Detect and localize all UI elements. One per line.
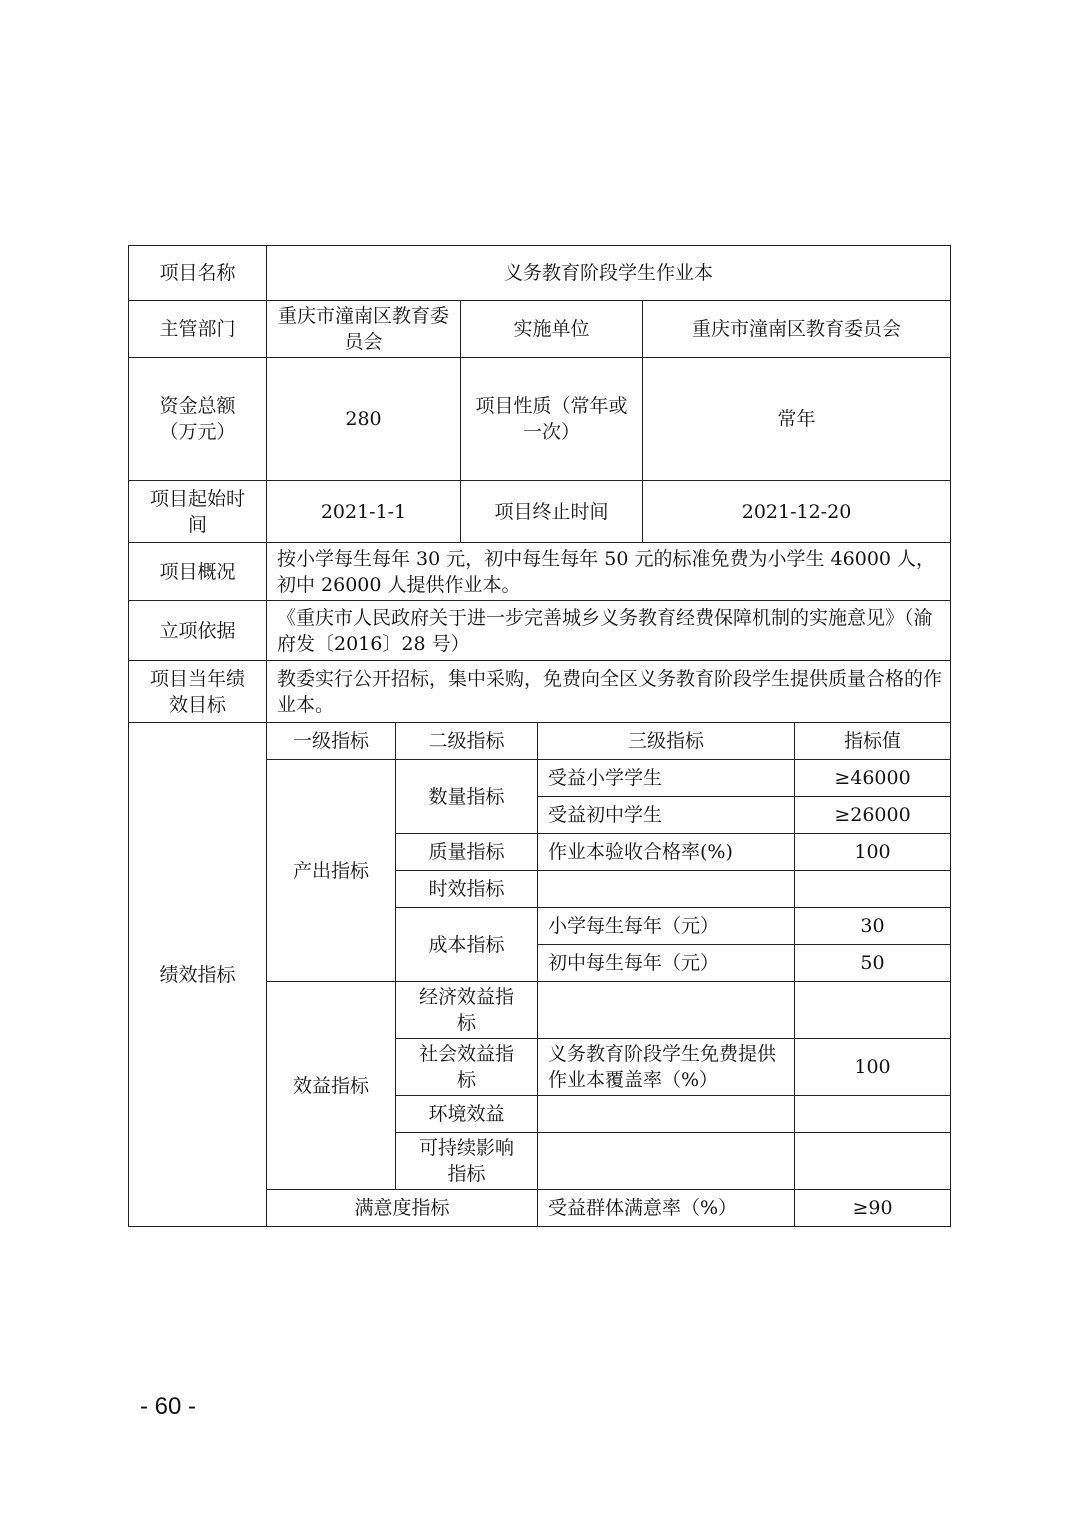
overview-label: 项目概况	[129, 543, 267, 601]
cost-indicator-label: 成本指标	[396, 908, 538, 982]
quantity-indicator-label: 数量指标	[396, 760, 538, 834]
row-overview	[129, 543, 951, 601]
cost-primary-value: 30	[795, 908, 951, 945]
timeliness-value-empty	[795, 871, 951, 908]
performance-target-table	[128, 245, 951, 1227]
row-goal	[129, 661, 951, 723]
sustainability-value-empty	[795, 1133, 951, 1190]
fund-total-label: 资金总额（万元）	[129, 358, 267, 481]
social-value: 100	[795, 1039, 951, 1096]
environment-value-empty	[795, 1096, 951, 1133]
row-project-name	[129, 246, 951, 301]
benefit-indicator-label: 效益指标	[267, 982, 396, 1190]
timeliness-indicator-label: 时效指标	[396, 871, 538, 908]
end-time-label: 项目终止时间	[461, 481, 643, 543]
project-nature-value: 常年	[643, 358, 951, 481]
satisfaction-name: 受益群体满意率（%）	[538, 1190, 795, 1227]
quality-name: 作业本验收合格率(%)	[538, 834, 795, 871]
economic-indicator-label: 经济效益指标	[396, 982, 538, 1039]
project-name-label: 项目名称	[129, 246, 267, 301]
basis-value: 《重庆市人民政府关于进一步完善城乡义务教育经费保障机制的实施意见》（渝府发〔2016〕28 号）	[267, 601, 951, 661]
environment-indicator-label: 环境效益	[396, 1096, 538, 1133]
cost-primary-name: 小学每生每年（元）	[538, 908, 795, 945]
fund-total-value: 280	[267, 358, 461, 481]
quality-indicator-label: 质量指标	[396, 834, 538, 871]
overview-value: 按小学每生每年 30 元，初中每生每年 50 元的标准免费为小学生 46000 人，初中 26000 人提供作业本。	[267, 543, 951, 601]
cost-junior-value: 50	[795, 945, 951, 982]
satisfaction-value: ≥90	[795, 1190, 951, 1227]
department-label: 主管部门	[129, 301, 267, 358]
implementing-unit-label: 实施单位	[461, 301, 643, 358]
row-department	[129, 301, 951, 358]
social-name: 义务教育阶段学生免费提供作业本覆盖率（%）	[538, 1039, 795, 1096]
header-level2: 二级指标	[396, 723, 538, 760]
project-nature-label: 项目性质（常年或一次）	[461, 358, 643, 481]
performance-indicators-label: 绩效指标	[129, 723, 267, 1227]
header-value: 指标值	[795, 723, 951, 760]
header-level3: 三级指标	[538, 723, 795, 760]
goal-value: 教委实行公开招标，集中采购，免费向全区义务教育阶段学生提供质量合格的作业本。	[267, 661, 951, 723]
sustainability-name-empty	[538, 1133, 795, 1190]
page-number: - 60 -	[140, 1393, 197, 1420]
output-indicator-label: 产出指标	[267, 760, 396, 982]
economic-value-empty	[795, 982, 951, 1039]
cost-junior-name: 初中每生每年（元）	[538, 945, 795, 982]
goal-label: 项目当年绩效目标	[129, 661, 267, 723]
header-level1: 一级指标	[267, 723, 396, 760]
row-indicator-headers	[129, 723, 951, 760]
quantity-primary-value: ≥46000	[795, 760, 951, 797]
row-dates	[129, 481, 951, 543]
economic-name-empty	[538, 982, 795, 1039]
timeliness-name-empty	[538, 871, 795, 908]
satisfaction-indicator-label: 满意度指标	[267, 1190, 538, 1227]
department-value: 重庆市潼南区教育委员会	[267, 301, 461, 358]
quality-value: 100	[795, 834, 951, 871]
end-time-value: 2021-12-20	[643, 481, 951, 543]
quantity-primary-name: 受益小学学生	[538, 760, 795, 797]
start-time-label: 项目起始时间	[129, 481, 267, 543]
implementing-unit-value: 重庆市潼南区教育委员会	[643, 301, 951, 358]
sustainability-indicator-label: 可持续影响指标	[396, 1133, 538, 1190]
quantity-junior-name: 受益初中学生	[538, 797, 795, 834]
row-basis	[129, 601, 951, 661]
quantity-junior-value: ≥26000	[795, 797, 951, 834]
project-name-value: 义务教育阶段学生作业本	[267, 246, 951, 301]
social-indicator-label: 社会效益指标	[396, 1039, 538, 1096]
basis-label: 立项依据	[129, 601, 267, 661]
start-time-value: 2021-1-1	[267, 481, 461, 543]
environment-name-empty	[538, 1096, 795, 1133]
row-fund	[129, 358, 951, 481]
